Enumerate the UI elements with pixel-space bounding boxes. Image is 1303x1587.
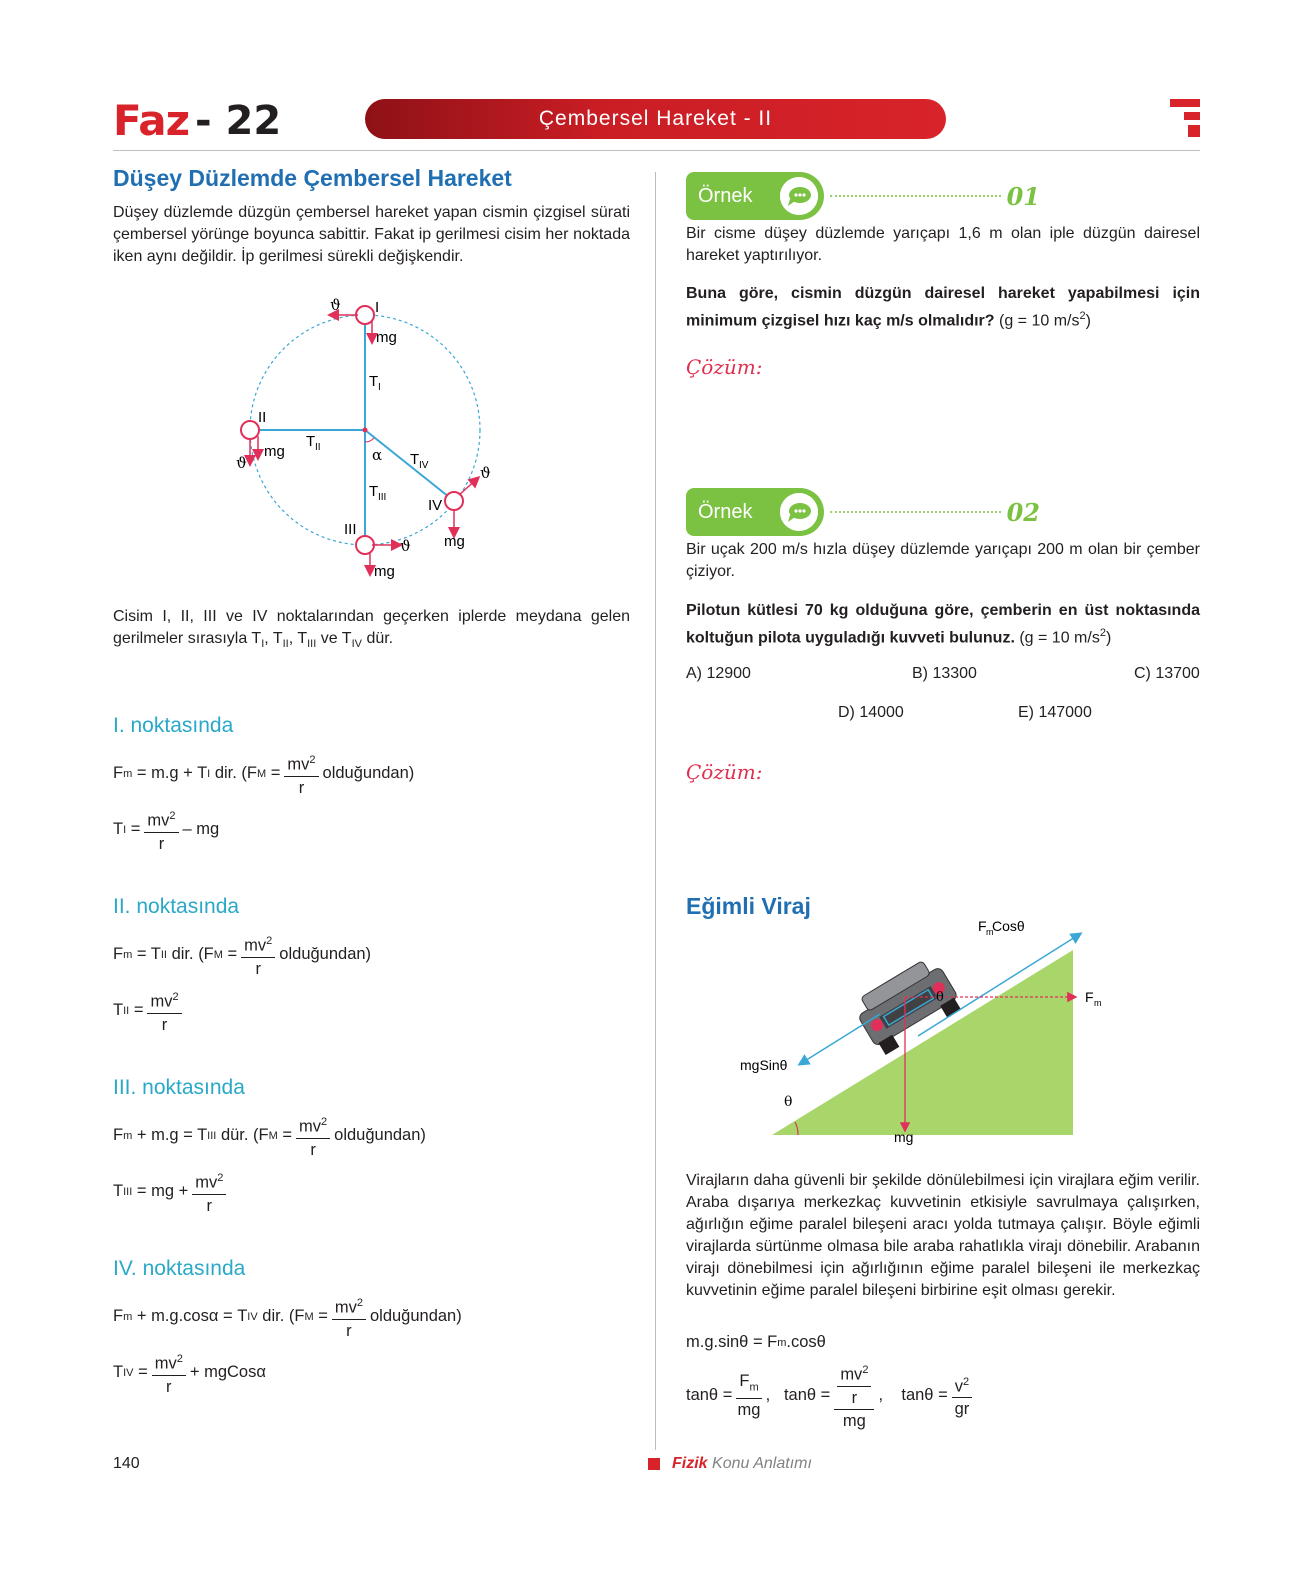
chapter-title: Çembersel Hareket - II <box>365 99 946 139</box>
formula-2a: F m = T II dir. (F M = $\frac{mv^2}{r}$ olduğundan) <box>113 931 371 979</box>
tension-sub-4: IV <box>419 460 429 471</box>
tension-sub-3: III <box>378 492 387 503</box>
banked-curve-paragraph: Virajların daha güvenli bir şekilde dönülebilmesi için virajlara eğim verilir. Araba dışarıya merkezkaç kuvvetinin etkisiyle savrulmaya çalışırken, ağırlığın eğime paralel bileşeni aracı yolda tutmaya çalışır. Böyle eğimli virajlarda sürtünme olmasa bile araba rahatlıkla virajı dönebilir. Arabanın virajı dönebilmesi için ağırlığının eğime paralel bileşeni ile merkezkaç kuvvetinin eğime paralel bileşeni birbirine eşit olması gerekir. <box>686 1172 1200 1299</box>
formula-1a: F m = m.g + T I dir. (F M = $\frac{mv^2}{r}$ olduğundan) <box>113 750 414 798</box>
mg-label-4: mg <box>444 533 465 550</box>
tensions-paragraph: Cisim I, II, III ve IV noktalarından geçerken iplerde meydana gelen gerilmeler sırasıyla $T_I$, $T_{II}$, $T_{III}$ ve $T_{IV}$ dür. <box>113 608 630 651</box>
tension-label-2: T <box>306 433 316 450</box>
example-1-question: Buna göre, cismin düzgün dairesel hareket yapabilmesi için minimum çizgisel hızı kaç m/s olmalıdır? (g = 10 $m/s^2$) <box>686 285 1200 330</box>
mg-label-2: mg <box>264 443 285 460</box>
fm-cos-end: Cosθ <box>992 918 1025 934</box>
point-label-4: IV <box>428 497 443 514</box>
footer-square-icon <box>648 1458 660 1470</box>
theta-car-label: θ <box>936 990 944 1005</box>
brand-logo <box>113 96 282 145</box>
dotted-leader <box>830 195 1001 197</box>
mgsin-label: mgSinθ <box>740 1057 788 1073</box>
header-rule <box>113 150 1200 151</box>
mg-vector-label: mg <box>894 1129 914 1145</box>
formula-3a: F m + m.g = T III dür. (F M = $\frac{mv^2}{r}$ olduğundan) <box>113 1112 426 1160</box>
column-divider <box>655 172 656 1450</box>
brand-name: Faz <box>113 96 190 145</box>
tension-label-4: T <box>410 451 420 468</box>
example-1-text: Bir cisme düşey düzlemde yarıçapı 1,6 m olan iple düzgün dairesel hareket yaptırılıyor. <box>686 225 1200 264</box>
subheading-point-4: IV. noktasında <box>113 1257 246 1280</box>
fm-cos-label: F <box>978 918 987 934</box>
banked-eq-2: tanθ = $\frac{F_m}{mg}$ , tanθ = $\frac{\frac{mv^2}{r}}{mg}$ , tanθ = $\frac{v^2}{gr}$ <box>686 1360 976 1431</box>
subheading-point-2: II. noktasında <box>113 895 240 918</box>
example-number: 01 <box>1006 181 1040 211</box>
banked-curve-diagram <box>740 918 1140 1170</box>
footer-brand: Fizik Konu Anlatımı <box>648 1455 812 1473</box>
example-badge: Örnek <box>686 488 824 536</box>
fm-cos-sub: m <box>986 927 994 937</box>
chapter-number: - 22 <box>195 98 282 144</box>
choice-d: D) 14000 <box>838 704 904 721</box>
tension-sub-1: I <box>378 382 381 393</box>
alpha-label: α <box>372 446 383 464</box>
choice-c: C) 13700 <box>1134 665 1200 682</box>
solution-label-1: Çözüm: <box>686 355 763 379</box>
velocity-label-3: ϑ <box>400 537 411 555</box>
point-label-2: II <box>258 409 267 426</box>
example-2-text: Bir uçak 200 m/s hızla düşey düzlemde yarıçapı 200 m olan bir çember çiziyor. <box>686 541 1200 580</box>
tension-label-1: T <box>369 373 379 390</box>
formula-4b: T IV = $\frac{mv^2}{r}$ + mgCosα <box>113 1349 266 1397</box>
corner-logo-icon <box>1170 99 1200 139</box>
chat-bubble-icon <box>780 493 818 531</box>
example-badge: Örnek <box>686 172 824 220</box>
solution-label-2: Çözüm: <box>686 760 763 784</box>
point-label-3: III <box>344 521 357 538</box>
formula-3b: T III = mg + $\frac{mv^2}{r}$ <box>113 1168 230 1216</box>
tension-sub-2: II <box>315 442 321 453</box>
tension-label-3: T <box>369 483 379 500</box>
subheading-point-1: I. noktasında <box>113 714 234 737</box>
point-label-1: I <box>375 299 380 316</box>
choice-b: B) 13300 <box>912 665 977 682</box>
mg-label-1: mg <box>376 329 397 346</box>
subheading-point-3: III. noktasında <box>113 1076 245 1099</box>
section-heading: Düşey Düzlemde Çembersel Hareket <box>113 165 512 191</box>
fm-sub: m <box>1094 998 1102 1008</box>
example-2-header <box>686 488 1040 536</box>
chat-bubble-icon <box>780 177 818 215</box>
choice-a: A) 12900 <box>686 665 751 682</box>
dotted-leader <box>830 511 1001 513</box>
choice-e: E) 147000 <box>1018 704 1092 721</box>
example-1-header <box>686 172 1040 220</box>
velocity-label-4: ϑ <box>480 464 491 482</box>
banked-curve-heading: Eğimli Viraj <box>686 893 811 919</box>
velocity-label-1: ϑ <box>330 296 341 314</box>
page-number: 140 <box>113 1455 140 1472</box>
banked-eq-1: m.g.sinθ = F m .cosθ <box>686 1333 826 1351</box>
velocity-label-2: ϑ <box>236 454 247 472</box>
formula-1b: T I = $\frac{mv^2}{r}$ – mg <box>113 806 219 854</box>
mg-label-3: mg <box>374 563 395 580</box>
fm-label: F <box>1085 989 1094 1005</box>
formula-4a: F m + m.g.cosα = T IV dir. (F M = $\frac{mv^2}{r}$ olduğundan) <box>113 1293 462 1341</box>
example-2-question: Pilotun kütlesi 70 kg olduğuna göre, çemberin en üst noktasında koltuğun pilota uyguladığı kuvveti bulunuz. (g = 10 $m/s^2$) <box>686 602 1200 647</box>
theta-angle-label: θ <box>784 1094 793 1110</box>
vertical-circle-diagram <box>230 290 510 590</box>
example-number: 02 <box>1006 497 1040 527</box>
formula-2b: T II = $\frac{mv^2}{r}$ <box>113 987 186 1035</box>
intro-paragraph: Düşey düzlemde düzgün çembersel hareket yapan cismin çizgisel sürati çembersel yörünge boyunca sabittir. Fakat ip gerilmesi cisim her noktada iken aynı değildir. İp gerilmesi sürekli değişkendir. <box>113 204 630 265</box>
